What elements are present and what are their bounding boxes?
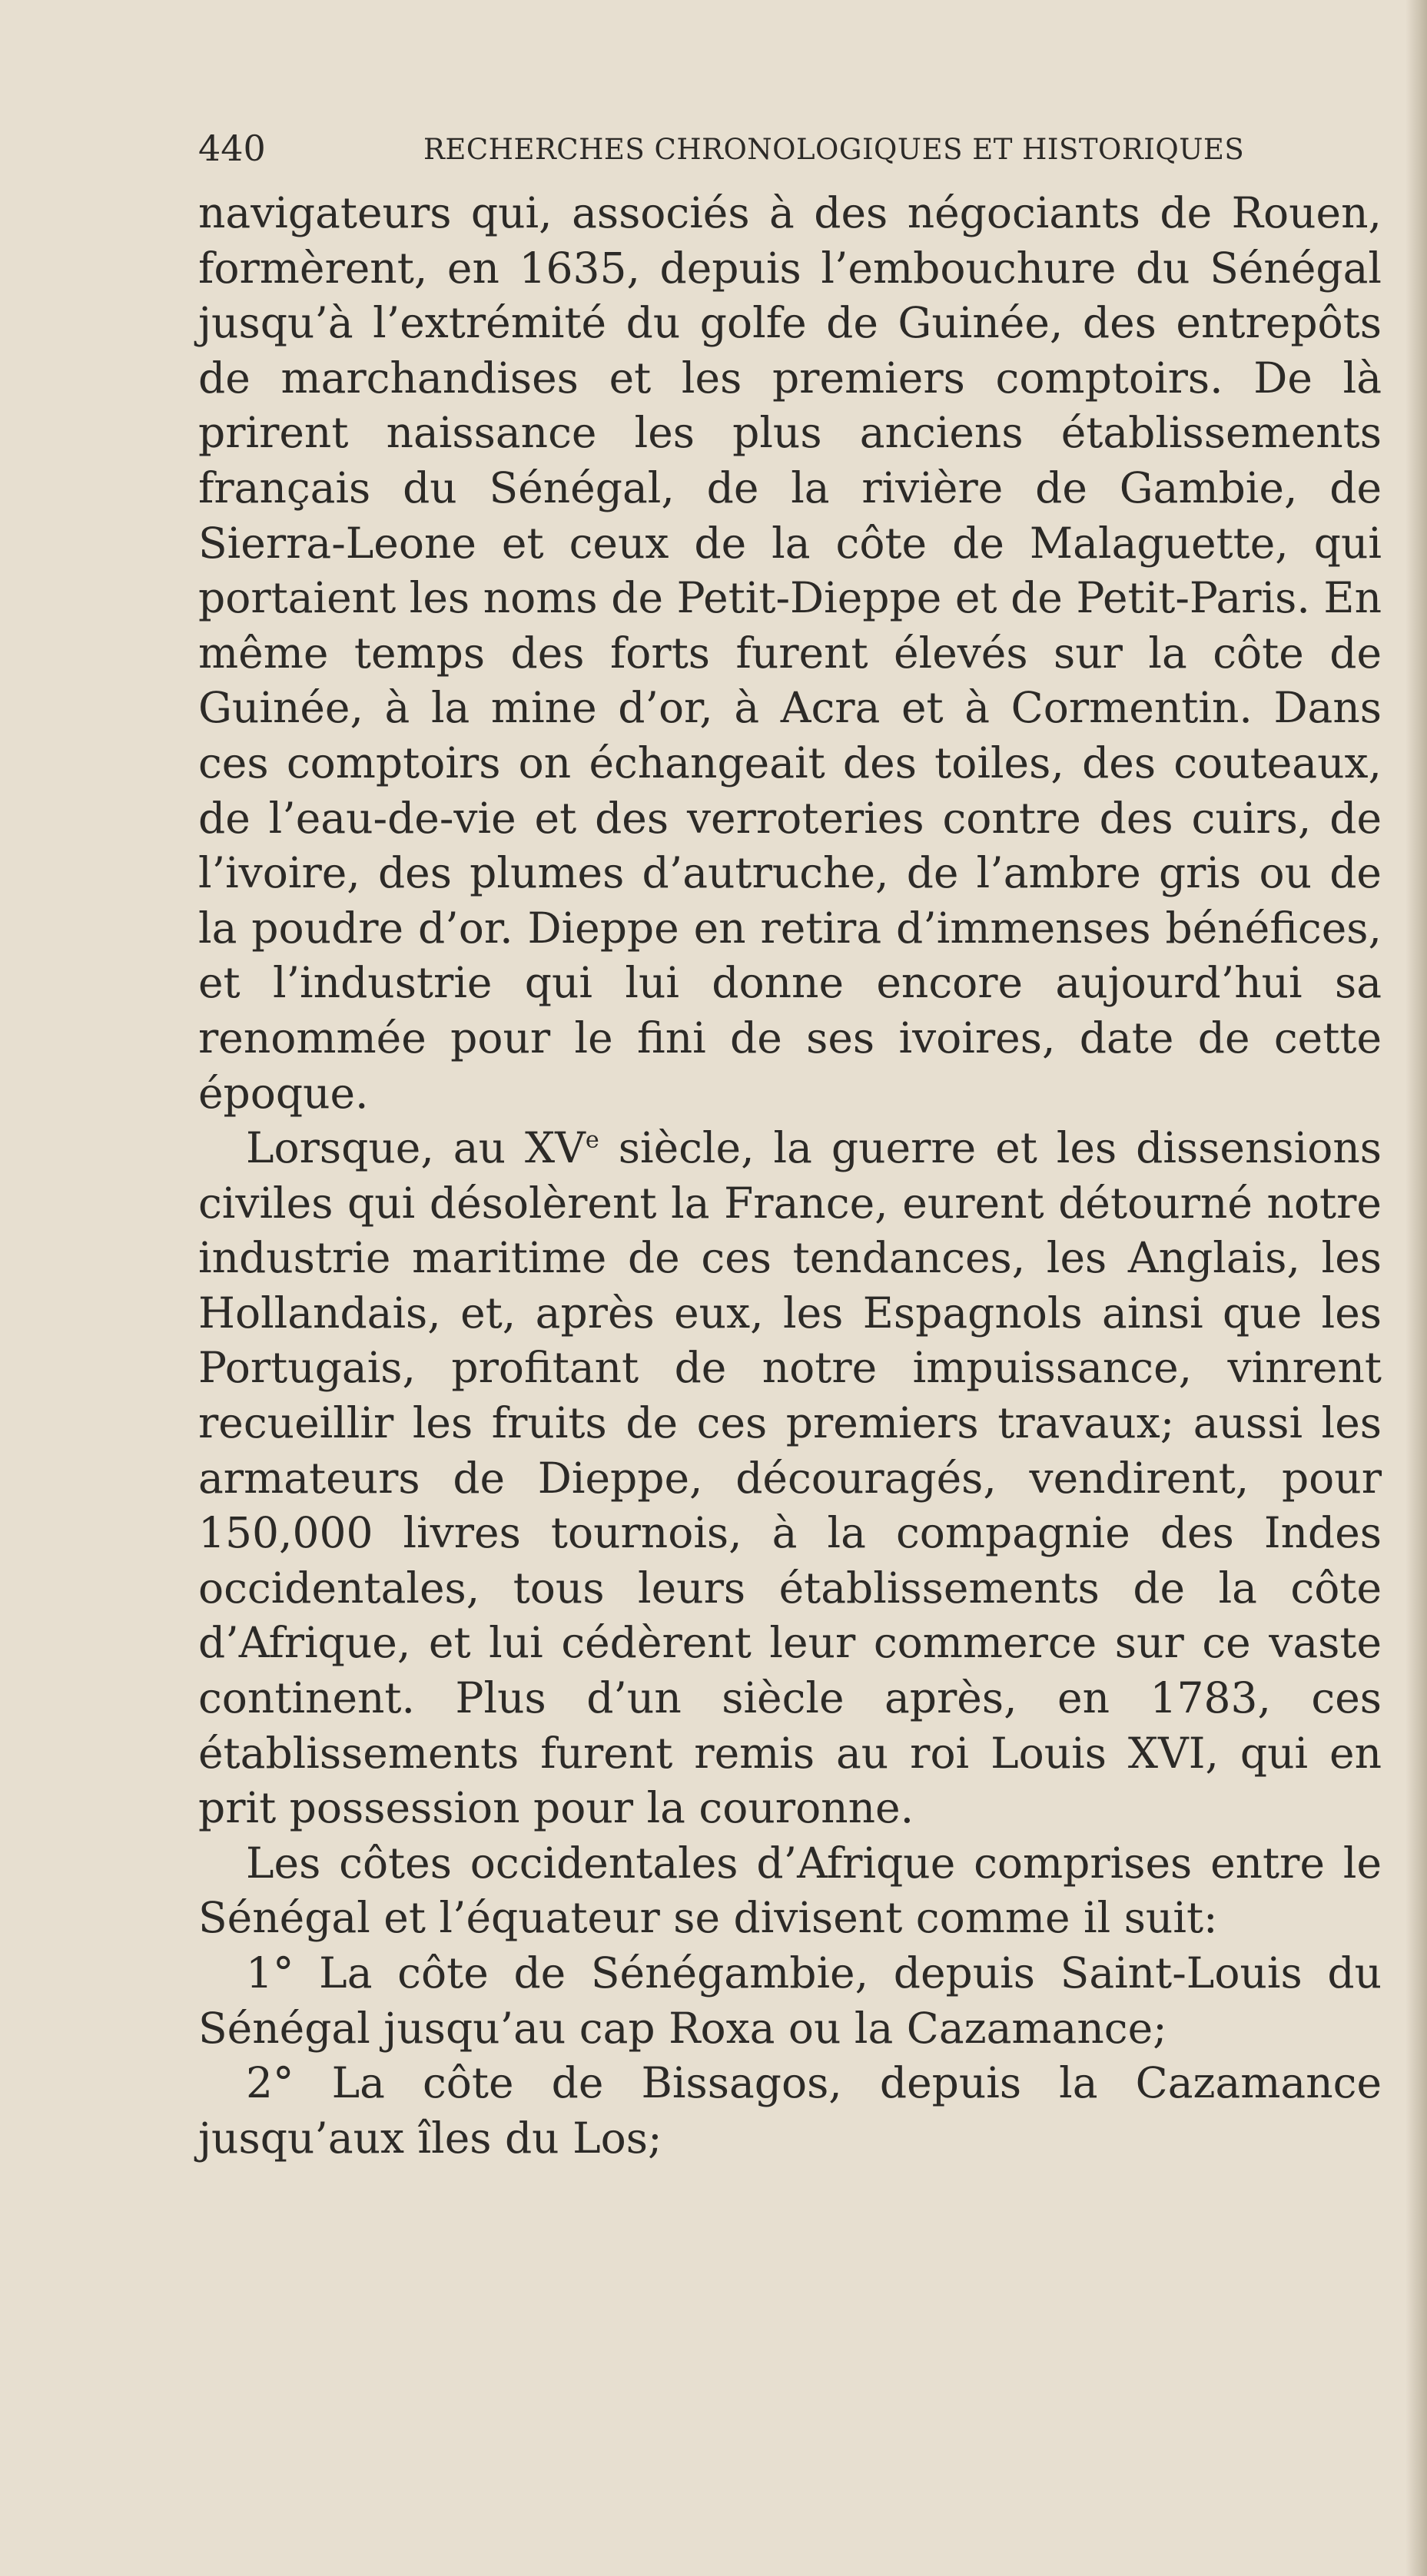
page-number: 440	[198, 128, 266, 169]
century-superscript: e	[585, 1126, 599, 1154]
paragraph-2-rest: siècle, la guerre et les dissensions civiles qui désolèrent la France, eurent détourné notre industrie maritime de ces tendances, les Anglais, les Hollandais, et, après eux, les Espagnols ainsi que les Portugais, profitant de notre impuissance, vinrent recueillir les fruits de ces premiers travaux; aussi les armateurs de Dieppe, découragés, vendirent, pour 150,000 livres tournois, à la compagnie des Indes occidentales, tous leurs établissements de la côte d’Afrique, et lui cédèrent leur commerce sur ce vaste continent. Plus d’un siècle après, en 1783, ces établissements furent remis au roi Louis XVI, qui en prit possession pour la couronne.	[198, 1123, 1382, 1833]
paragraph-2-start: Lorsque, au XV	[246, 1123, 586, 1173]
running-title: RECHERCHES CHRONOLOGIQUES ET HISTORIQUES	[423, 133, 1245, 166]
list-item-2: 2° La côte de Bissagos, depuis la Cazamance jusqu’aux îles du Los;	[198, 2058, 1382, 2163]
list-item-1: 1° La côte de Sénégambie, depuis Saint-Louis du Sénégal jusqu’au cap Roxa ou la Cazamance;	[198, 1948, 1382, 2053]
paragraph-2	[198, 1121, 1382, 1836]
body-text	[198, 186, 1382, 2166]
paragraph-1: navigateurs qui, associés à des négociants de Rouen, formèrent, en 1635, depuis l’embouchure du Sénégal jusqu’à l’extrémité du golfe de Guinée, des entrepôts de marchandises et les premiers comptoirs. De là prirent naissance les plus anciens établissements français du Sénégal, de la rivière de Gambie, de Sierra-Leone et ceux de la côte de Malaguette, qui portaient les noms de Petit-Dieppe et de Petit-Paris. En même temps des forts furent élevés sur la côte de Guinée, à la mine d’or, à Acra et à Cormentin. Dans ces comptoirs on échangeait des toiles, des couteaux, de l’eau-de-vie et des verroteries contre des cuirs, de l’ivoire, des plumes d’autruche, de l’ambre gris ou de la poudre d’or. Dieppe en retira d’immenses bénéfices, et l’industrie qui lui donne encore aujourd’hui sa renommée pour le fini de ses ivoires, date de cette époque.	[198, 188, 1382, 1118]
paragraph-3: Les côtes occidentales d’Afrique comprises entre le Sénégal et l’équateur se divisent comme il suit:	[198, 1838, 1382, 1943]
running-head	[198, 125, 1382, 171]
page-edge-shadow	[1405, 0, 1427, 2576]
